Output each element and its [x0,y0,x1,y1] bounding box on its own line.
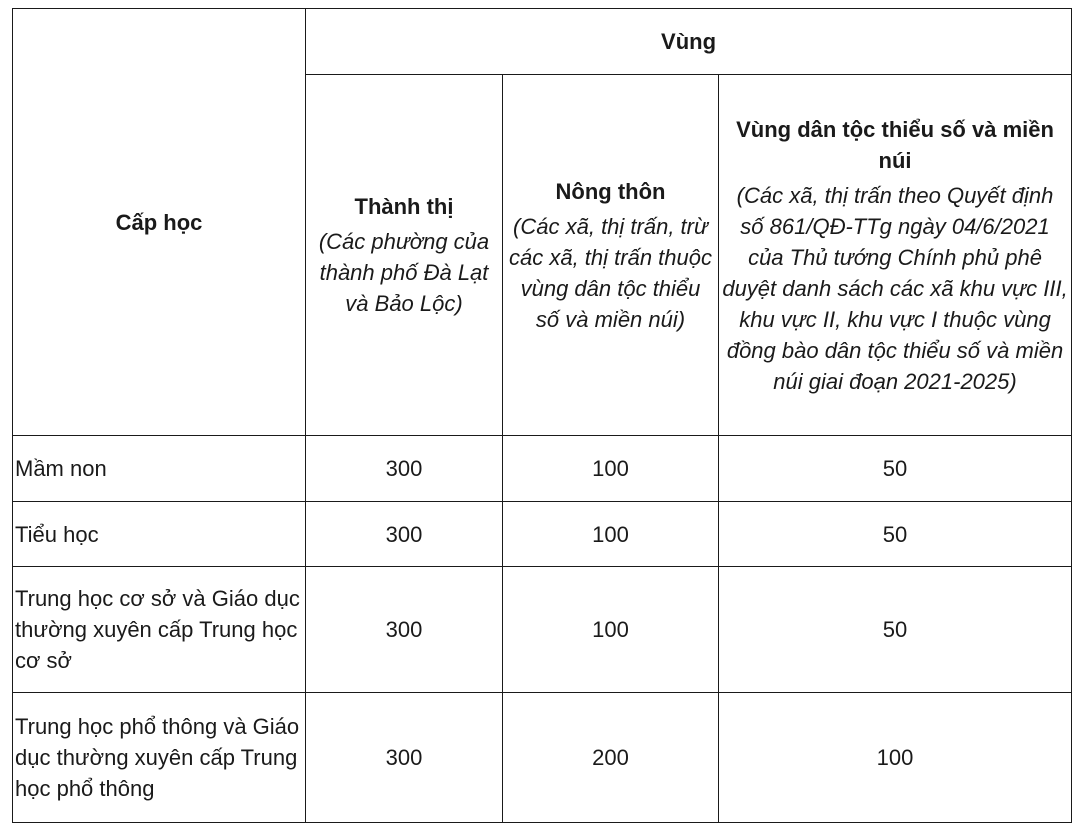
row-value: 50 [719,436,1072,502]
header-row-1 [13,9,1072,75]
table-row [13,436,1072,502]
column-note: (Các phường của thành phố Đà Lạt và Bảo Lộc) [318,229,490,316]
row-value: 100 [503,567,719,693]
row-value: 200 [503,693,719,823]
row-level: Tiểu học [13,502,306,567]
header-vung: Vùng [306,9,1072,75]
fee-table [12,8,1072,823]
table-row [13,693,1072,823]
table-row [13,567,1072,693]
column-title: Thành thị [354,194,454,219]
column-title: Nông thôn [555,178,666,204]
row-level: Trung học cơ sở và Giáo dục thường xuyên cấp Trung học cơ sở [13,567,306,693]
column-note: (Các xã, thị trấn, trừ các xã, thị trấn thuộc vùng dân tộc thiểu số và miền núi) [509,213,712,332]
row-value: 300 [306,502,503,567]
row-value: 100 [503,436,719,502]
header-thanh-thi [306,75,503,436]
row-value: 50 [719,502,1072,567]
row-value: 100 [503,502,719,567]
header-cap-hoc: Cấp học [13,9,306,436]
header-nong-thon [503,75,719,436]
table-row [13,502,1072,567]
row-value: 100 [719,693,1072,823]
column-title: Vùng dân tộc thiểu số và miền núi [736,116,1054,173]
row-value: 300 [306,567,503,693]
row-value: 300 [306,436,503,502]
row-value: 50 [719,567,1072,693]
row-level: Mầm non [13,436,306,502]
row-value: 300 [306,693,503,823]
column-note: (Các xã, thị trấn theo Quyết định số 861/QĐ-TTg ngày 04/6/2021 của Thủ tướng Chính phủ phê duyệt danh sách các xã khu vực III, khu vực II, khu vực I thuộc vùng đồng bào dân tộc thiểu số và miền núi giai đoạn 2021-2025) [722,182,1068,394]
row-level: Trung học phổ thông và Giáo dục thường xuyên cấp Trung học phổ thông [13,693,306,823]
header-vung-dan-toc [719,75,1072,436]
